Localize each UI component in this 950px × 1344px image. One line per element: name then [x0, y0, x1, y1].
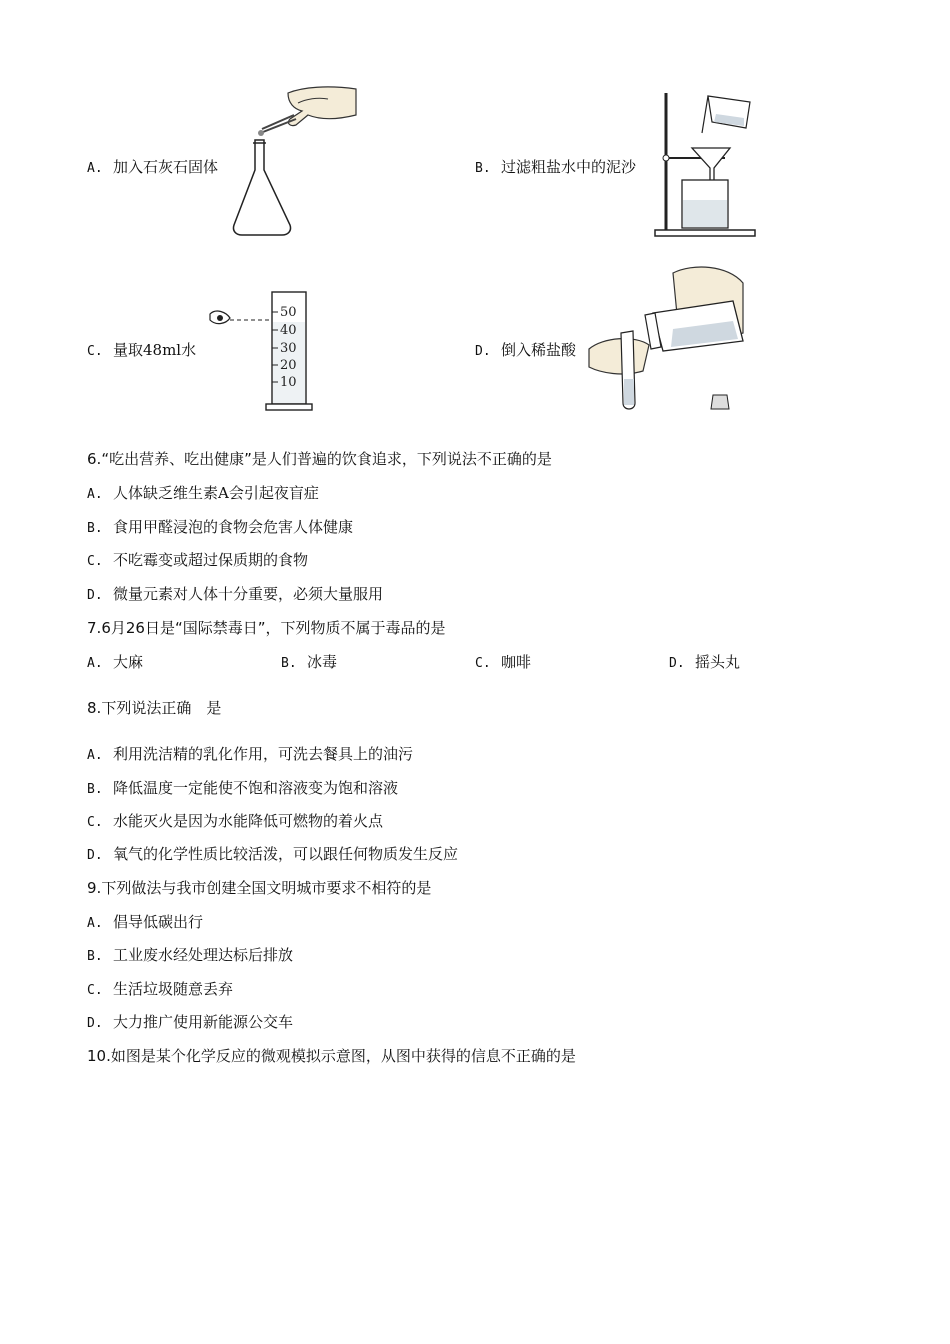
q6-option-a[interactable]: A. 人体缺乏维生素A会引起夜盲症: [87, 484, 319, 502]
q8-option-c[interactable]: C. 水能灭火是因为水能降低可燃物的着火点: [87, 812, 384, 830]
question-9-stem: 9.下列做法与我市创建全国文明城市要求不相符的是: [87, 879, 432, 897]
measuring-cylinder-figure: [204, 288, 320, 416]
pouring-acid-figure: [583, 263, 748, 415]
filtration-figure: [650, 88, 760, 240]
q9-option-c[interactable]: C. 生活垃圾随意丢弃: [87, 980, 234, 998]
q6-option-b[interactable]: B. 食用甲醛浸泡的食物会危害人体健康: [87, 518, 354, 536]
q8-option-d[interactable]: D. 氧气的化学性质比较活泼，可以跟任何物质发生反应: [87, 845, 459, 863]
q5-option-a[interactable]: A. 加入石灰石固体: [87, 158, 219, 176]
q5-option-d[interactable]: D. 倒入稀盐酸: [475, 341, 577, 359]
tick-label: 30: [280, 341, 297, 356]
tick-label: 10: [280, 375, 297, 390]
q7-option-c[interactable]: C. 咖啡: [475, 653, 532, 671]
q9-option-a[interactable]: A. 倡导低碳出行: [87, 913, 204, 931]
q9-option-b[interactable]: B. 工业废水经处理达标后排放: [87, 946, 294, 964]
q6-option-d[interactable]: D. 微量元素对人体十分重要，必须大量服用: [87, 585, 384, 603]
q9-option-d[interactable]: D. 大力推广使用新能源公交车: [87, 1013, 294, 1031]
q8-option-b[interactable]: B. 降低温度一定能使不饱和溶液变为饱和溶液: [87, 779, 399, 797]
question-8-stem: 8.下列说法正确 是: [87, 699, 222, 717]
q7-option-b[interactable]: B. 冰毒: [281, 653, 338, 671]
q5-option-b[interactable]: B. 过滤粗盐水中的泥沙: [475, 158, 637, 176]
tick-label: 40: [280, 323, 297, 338]
question-10-stem: 10.如图是某个化学反应的微观模拟示意图，从图中获得的信息不正确的是: [87, 1047, 576, 1065]
q5-option-c[interactable]: C. 量取48ml水: [87, 341, 197, 359]
question-7-stem: 7.6月26日是“国际禁毒日”，下列物质不属于毒品的是: [87, 619, 446, 637]
question-6-stem: 6.“吃出营养、吃出健康”是人们普遍的饮食追求，下列说法不正确的是: [87, 450, 552, 468]
q7-option-a[interactable]: A. 大麻: [87, 653, 144, 671]
flask-tweezers-figure: [228, 85, 360, 240]
q8-option-a[interactable]: A. 利用洗洁精的乳化作用，可洗去餐具上的油污: [87, 745, 414, 763]
q7-option-d[interactable]: D. 摇头丸: [669, 653, 741, 671]
q6-option-c[interactable]: C. 不吃霉变或超过保质期的食物: [87, 551, 309, 569]
tick-label: 20: [280, 358, 297, 373]
tick-label: 50: [280, 305, 297, 320]
